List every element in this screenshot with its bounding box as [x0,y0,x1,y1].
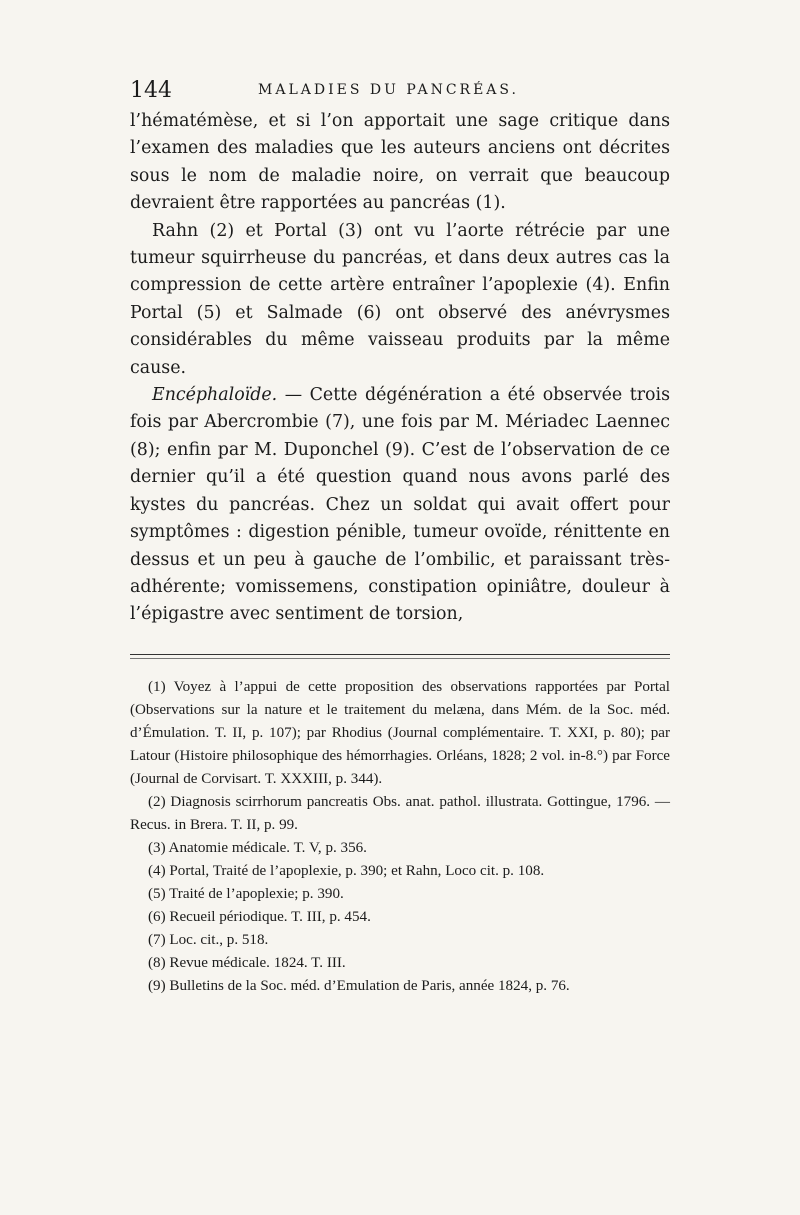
footnote-5: (5) Traité de l’apoplexie; p. 390. [148,886,344,902]
main-text [130,108,670,629]
paragraph-3-text: — Cette dégénération a été observée trois fois par Abercrombie (7), une fois par M. Mériadec Laennec (8); enfin par M. Duponchel (9). C’est de l’observation de ce dernier qu’il a été question quand nous avons parlé des kystes du pancréas. Chez un soldat qui avait offert pour symptômes : digestion pénible, tumeur ovoïde, rénittente en dessus et un peu à gauche de l’ombilic, et paraissant très-adhérente; vomissemens, constipation opiniâtre, douleur à l’épigastre avec sentiment de torsion, [130,385,670,625]
footnote-3: (3) Anatomie médicale. T. V, p. 356. [148,840,367,856]
footnote-2: (2) Diagnosis scirrhorum pancreatis Obs. anat. pathol. illustrata. Gottingue, 1796. — Recus. in Brera. T. II, p. 99. [130,794,670,833]
page-header [130,78,670,108]
footnote-4: (4) Portal, Traité de l’apoplexie, p. 390; et Rahn, Loco cit. p. 108. [148,863,545,879]
running-title: MALADIES DU PANCRÉAS. [258,82,519,98]
footnote-rule-secondary [130,658,670,659]
footnote-6: (6) Recueil périodique. T. III, p. 454. [148,909,371,925]
paragraph-2: Rahn (2) et Portal (3) ont vu l’aorte rétrécie par une tumeur squirrheuse du pancréas, et dans deux autres cas la compression de cette artère entraîner l’apoplexie (4). Enfin Portal (5) et Salmade (6) ont observé des anévrysmes considérables du même vaisseau produits par la même cause. [130,220,670,378]
footnotes [130,676,670,998]
page-number: 144 [130,78,172,103]
footnote-rule [130,654,670,655]
footnote-1: (1) Voyez à l’appui de cette proposition des observations rapportées par Portal (Observations sur la nature et le traitement du melæna, dans Mém. de la Soc. méd. d’Émulation. T. II, p. 107); par Rhodius (Journal complémentaire. T. XXI, p. 80); par Latour (Histoire philosophique des hémorrhagies. Orléans, 1828; 2 vol. in-8.°) par Force (Journal de Corvisart. T. XXXIII, p. 344). [130,679,670,787]
footnote-9: (9) Bulletins de la Soc. méd. d’Emulation de Paris, année 1824, p. 76. [148,978,570,994]
paragraph-3 [130,382,670,629]
paragraph-1: l’hématémèse, et si l’on apportait une sage critique dans l’examen des maladies que les auteurs anciens ont décrites sous le nom de maladie noire, on verrait que beaucoup devraient être rapportées au pancréas (1). [130,111,670,214]
footnote-8: (8) Revue médicale. 1824. T. III. [148,955,346,971]
footnote-7: (7) Loc. cit., p. 518. [148,932,269,948]
section-term: Encéphaloïde. [152,385,278,406]
